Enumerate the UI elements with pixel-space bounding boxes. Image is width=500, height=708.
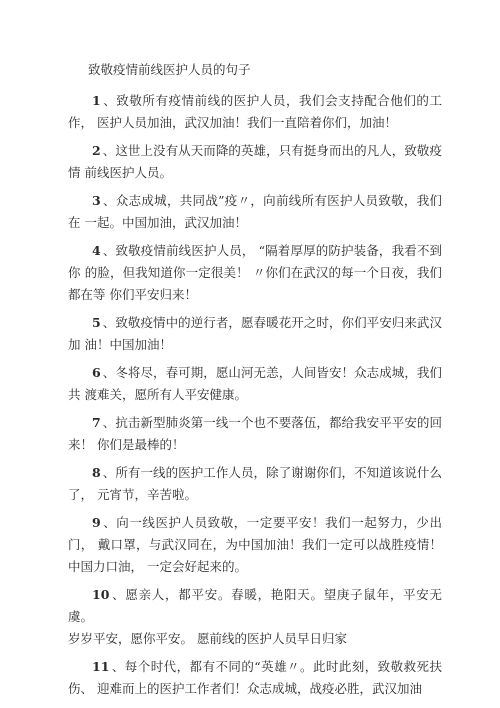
- paragraph-number: 1: [92, 93, 101, 108]
- paragraph-number: 5: [92, 315, 101, 330]
- paragraph-text: 、每个时代，都有不同的“英雄〃。此时此刻，致敬救死扶伤、 迎难而上的医护工作者们！众志成城，战疫必胜，武汉加油: [68, 659, 442, 696]
- paragraph-7: [68, 412, 442, 456]
- paragraph-5: [68, 312, 442, 356]
- paragraph-text: 、愿亲人，都平安。春暖，艳阳天。望庚子鼠年，平安无虞。: [68, 587, 442, 624]
- paragraph-number: 7: [92, 415, 101, 430]
- paragraph-text: 、冬将尽，春可期，愿山河无恙，人间皆安！众志成城，我们共 渡难关，愿所有人平安健康。: [68, 365, 442, 402]
- paragraph-8: [68, 462, 442, 506]
- paragraph-text: 、致敬疫情前线医护人员， “隔着厚厚的防护装备，我看不到你 的脸，但我知道你一定很美！ 〃你们在武汉的每一个日夜，我们都在等 你们平安归来！: [68, 243, 442, 302]
- paragraph-number: 2: [92, 143, 101, 158]
- paragraph-number: 10: [92, 587, 110, 602]
- paragraph-text: 岁岁平安，愿你平安。 愿前线的医护人员早日归家: [68, 631, 347, 646]
- paragraph-3: [68, 190, 442, 234]
- paragraph-text: 、致敬疫情中的逆行者，愿春暖花开之时，你们平安归来武汉加 油！中国加油！: [68, 315, 442, 352]
- paragraph-number: 6: [92, 365, 101, 380]
- paragraph-text: 、所有一线的医护工作人员，除了谢谢你们，不知道该说什么了， 元宵节，辛苦啦。: [68, 465, 442, 502]
- paragraph-1: [68, 90, 442, 134]
- paragraph-10: [68, 584, 442, 628]
- paragraph-number: 11: [92, 659, 110, 674]
- paragraph-continuation: [68, 628, 442, 650]
- paragraph-text: 、众志成城，共同战”疫〃，向前线所有医护人员致敬，我们在 一起。中国加油，武汉加油！: [68, 193, 442, 230]
- paragraph-number: 4: [92, 243, 101, 258]
- paragraph-number: 8: [92, 465, 101, 480]
- paragraph-text: 、这世上没有从天而降的英雄，只有挺身而出的凡人，致敬疫情 前线医护人员。: [68, 143, 442, 180]
- paragraph-text: 、致敬所有疫情前线的医护人员，我们会支持配合他们的工作， 医护人员加油，武汉加油！我们一直陪着你们，加油！: [68, 93, 442, 130]
- paragraph-6: [68, 362, 442, 406]
- paragraph-number: 3: [92, 193, 101, 208]
- paragraph-text: 、抗击新型肺炎第一线一个也不要落伍，都给我安平平安的回来！ 你们是最棒的！: [68, 415, 442, 452]
- paragraph-text: 、向一线医护人员致敬，一定要平安！我们一起努力，少出门， 戴口罩，与武汉同在，为中国加油！我们一定可以战胜疫情！中国力口油， 一定会好起来的。: [68, 515, 442, 574]
- paragraph-4: [68, 240, 442, 306]
- paragraph-2: [68, 140, 442, 184]
- paragraph-9: [68, 512, 442, 578]
- paragraph-number: 9: [92, 515, 101, 530]
- document-title: 致敬疫情前线医护人员的句子: [88, 62, 251, 77]
- paragraph-11: [68, 656, 442, 700]
